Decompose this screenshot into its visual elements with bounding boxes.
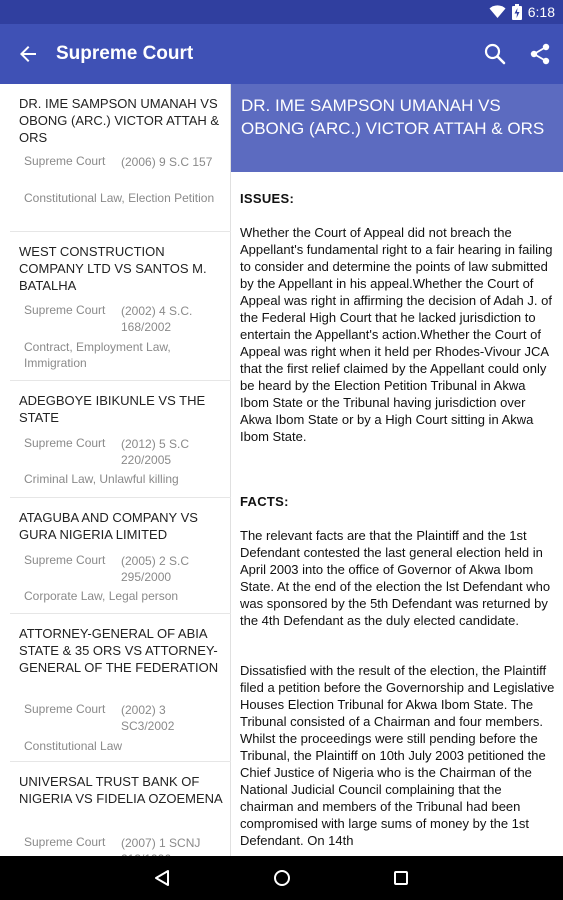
case-topics: Constitutional Law, Election Petition — [24, 191, 215, 205]
case-title: ATAGUBA AND COMPANY VS GURA NIGERIA LIMITED — [19, 510, 198, 542]
issues-heading: ISSUES: — [240, 191, 295, 206]
app-bar — [0, 24, 563, 84]
search-button[interactable] — [477, 36, 513, 72]
nav-recents-button[interactable] — [387, 864, 415, 892]
case-court: Supreme Court — [24, 553, 106, 567]
issues-text: Whether the Court of Appeal did not breach the Appellant's fundamental right to a fair hearing in failing to consider and determine the points of law submitted by the Appellant in his appeal.Whether the Court of Appeal was right in affirming the decision of Adah J. of the Federal High Court that he lacked jurisdiction to entertain the Appellant's action.Whether the Court of Appeal was right when it held per Rhodes-Vivour JCA that the first relief claimed by the Appellant could only be heard by the Election Petition Tribunal in Akwa Ibom State or the Tribunal having jurisdiction over Akwa Ibom State or by a High Court sitting in Akwa Ibom State. — [240, 225, 553, 444]
case-title: DR. IME SAMPSON UMANAH VS OBONG (ARC.) VICTOR ATTAH & ORS — [19, 96, 220, 145]
recents-square-icon — [393, 870, 409, 886]
case-court: Supreme Court — [24, 835, 106, 849]
case-list-item[interactable] — [10, 381, 231, 498]
page-title: Supreme Court — [56, 43, 194, 64]
nav-home-button[interactable] — [268, 864, 296, 892]
case-citation: (2002) 4 S.C. 168/2002 — [121, 304, 193, 334]
case-list — [0, 84, 231, 856]
case-list-item[interactable] — [10, 84, 231, 232]
case-citation: (2012) 5 S.C 220/2005 — [121, 437, 190, 467]
case-topics: Corporate Law, Legal person — [24, 589, 179, 603]
case-title: WEST CONSTRUCTION COMPANY LTD VS SANTOS M. BATALHA — [19, 244, 207, 293]
case-citation: (2005) 2 S.C 295/2000 — [121, 554, 190, 584]
case-court: Supreme Court — [24, 702, 106, 716]
case-court: Supreme Court — [24, 154, 106, 168]
back-triangle-icon — [154, 869, 170, 887]
share-button[interactable] — [522, 36, 558, 72]
wifi-icon — [489, 5, 506, 19]
case-topics: Contract, Employment Law, Immigration — [24, 340, 171, 370]
status-time: 6:18 — [527, 4, 555, 20]
detail-header — [231, 84, 563, 172]
status-icons — [489, 3, 555, 21]
case-citation: (2007) 1 SCNJ — [121, 836, 201, 850]
case-title: UNIVERSAL TRUST BANK OF NIGERIA VS FIDELIA OZOEMENA — [19, 774, 223, 806]
case-court: Supreme Court — [24, 436, 106, 450]
case-topics: Constitutional Law — [24, 739, 123, 753]
system-nav-bar — [0, 856, 563, 900]
share-icon — [529, 43, 551, 65]
home-circle-icon — [273, 869, 291, 887]
case-citation: (2006) 9 S.C 157 — [121, 155, 213, 169]
case-title: ADEGBOYE IBIKUNLE VS THE STATE — [19, 393, 206, 425]
detail-title: DR. IME SAMPSON UMANAH VS OBONG (ARC.) VICTOR ATTAH & ORS — [241, 96, 545, 138]
case-court: Supreme Court — [24, 303, 106, 317]
back-button[interactable] — [10, 36, 46, 72]
case-citation: (2002) 3 SC3/2002 — [121, 703, 175, 733]
battery-icon — [512, 4, 522, 20]
case-list-item[interactable] — [10, 498, 231, 614]
case-title: ATTORNEY-GENERAL OF ABIA STATE & 35 ORS VS ATTORNEY-GENERAL OF THE FEDERATION — [19, 626, 219, 675]
case-topics: Criminal Law, Unlawful killing — [24, 472, 179, 486]
case-detail — [231, 84, 563, 856]
search-icon — [484, 43, 506, 65]
status-bar — [0, 0, 563, 24]
facts-heading: FACTS: — [240, 494, 289, 509]
facts-paragraph: Dissatisfied with the result of the election, the Plaintiff filed a petition before the Governorship and Legislative Houses Election Tribunal for Akwa Ibom State. The Tribunal consisted of a Chairman and four members. Whilst the proceedings were still pending before the Tribunal, the Plaintiff on 10th July 2003 petitioned the Chief Justice of Nigeria who is the Chairman of the National Judicial Council complaining that the chairman and members of the Tribunal had been compromised with large sums of money by the 1st Defendant. On 14th — [240, 663, 555, 848]
nav-back-button[interactable] — [148, 864, 176, 892]
facts-paragraph: The relevant facts are that the Plaintiff and the 1st Defendant contested the last general election held in April 2003 into the office of Governor of Akwa Ibom State. At the end of the election the lst Defendant who was sponsored by the 5th Defendant was returned by the 4th Defendant as the duly elected candidate. — [240, 528, 551, 628]
case-list-item[interactable] — [10, 614, 231, 762]
case-list-item[interactable] — [10, 232, 231, 381]
back-arrow-icon — [18, 44, 38, 64]
